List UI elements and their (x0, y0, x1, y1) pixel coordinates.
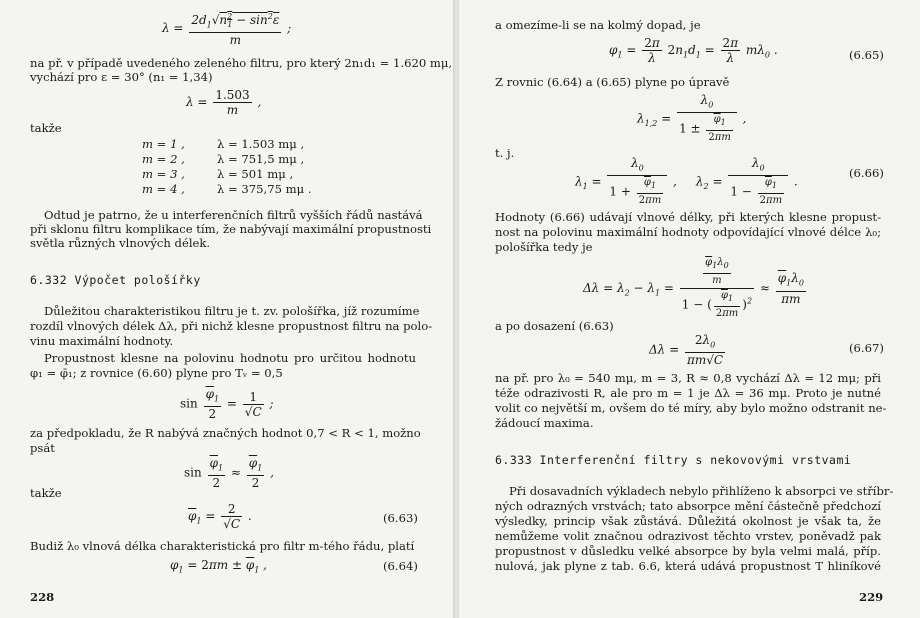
paragraph-line: Při dosavadních výkladech nebylo přihlíženo k absorpci ve stříbr- (509, 484, 894, 498)
page-number: 229 (859, 590, 884, 604)
paragraph-line: psát (30, 441, 55, 455)
table-row-value: λ = 751,5 mμ , (217, 152, 305, 166)
paragraph-line: na př. v případě uvedeného zeleného filtru, pro který 2n₁d₁ = 1.620 mμ, (30, 56, 453, 70)
section-title: 6.333 Interferenční filtry s nekovovými vrstvami (495, 453, 852, 467)
table-row-value: λ = 1.503 mμ , (217, 137, 305, 151)
paragraph-line: Z rovnic (6.64) a (6.65) plyne po úpravě (495, 75, 730, 89)
equation-sin-1: sin $\frac{\overline{\varphi}_1}{2}$ = $\frac{1}{√C}$ ; (180, 387, 274, 422)
equation-6-66: $\lambda_1$ = $\lambda_0$ 1 + $\frac{\overline{\varphi}_1}{2\pi m}$ , $\lambda_2$ = $\lambda_0$ 1 − $\frac{\overline{\varphi}_1}{2\pi m}$ . (575, 156, 798, 207)
paragraph-line: Propustnost klesne na polovinu hodnotu pro určitou hodnotu (44, 351, 416, 365)
paragraph-line: a po dosazení (6.63) (495, 319, 614, 333)
paragraph-line: nulová, jak plyne z tab. 6.6, která udává propustnost T hliníkové (495, 559, 881, 573)
paragraph-line: Hodnoty (6.66) udávají vlnové délky, při kterých klesne propust- (495, 210, 881, 224)
paragraph-line: pološířka tedy je (495, 240, 593, 254)
paragraph-line: nost na polovinu maximální hodnoty odpovídající vlnové délce λ₀; (495, 225, 881, 239)
word-takze: takže (30, 121, 62, 135)
equation-delta-lambda: $\Delta\lambda = \lambda_2 - \lambda_1$ = $\frac{\overline{\varphi}_1\lambda_0}{m}$ 1 − ( $\frac{\overline{\varphi}_1}{2\pi m}$ )$^2$ ≈ $\frac{\overline{\varphi}_1\lambda_0}{\pi m}$ (583, 257, 804, 319)
paragraph-line: vychází pro ε = 30° (n₁ = 1,34) (30, 70, 213, 84)
table-row-value: λ = 501 mμ , (217, 167, 294, 181)
paragraph-line: φ₁ = φ̄₁; z rovnice (6.60) plyne pro Tᵥ = 0,5 (30, 366, 283, 380)
word-tj: t. j. (495, 146, 515, 160)
paragraph-line: Důležitou charakteristikou filtru je t. zv. pološířka, jíž rozumíme (44, 304, 420, 318)
equation-number: (6.67) (849, 341, 884, 355)
equation-6-64: $\varphi_1 = 2\pi m \pm \overline{\varphi}_1$ , (170, 558, 267, 575)
equation-number: (6.65) (849, 48, 884, 62)
table-row: m = 4 , (142, 182, 185, 196)
paragraph-line: Odtud je patrno, že u interferenčních filtrů vyšších řádů nastává (44, 208, 423, 222)
paragraph-line: vinu maximální hodnoty. (30, 334, 174, 348)
equation-lambda12: $\lambda_{1,2}$ = $\lambda_0$ 1 ± $\frac{\overline{\varphi}_1}{2\pi m}$ , (637, 93, 747, 144)
paragraph-line: žádoucí maxima. (495, 416, 594, 430)
equation-lambda-1503: λ = $\frac{1.503}{m}$ , (186, 88, 262, 117)
equation-sin-2: sin $\frac{\overline{\varphi}_1}{2}$ ≈ $\frac{\overline{\varphi}_1}{2}$ , (184, 456, 274, 491)
paragraph-line: téže odrazivosti R, ale pro m = 1 je Δλ = 36 mμ. Proto je nutné (495, 386, 881, 400)
paragraph-line: za předpokladu, že R nabývá značných hodnot 0,7 < R < 1, možno (30, 426, 421, 440)
equation-6-67: Δλ = $\frac{2\lambda_0}{\pi m√C}$ (649, 333, 724, 368)
table-row: m = 2 , (142, 152, 185, 166)
paragraph-line: volit co největší m, ovšem do té míry, aby bylo možno odstranit ne- (495, 401, 887, 415)
table-row: m = 1 , (142, 137, 185, 151)
paragraph-line: na př. pro λ₀ = 540 mμ, m = 3, R ≈ 0,8 vychází Δλ = 12 mμ; při (495, 371, 881, 385)
table-row-value: λ = 375,75 mμ . (217, 182, 312, 196)
paragraph-line: nemůžeme volit značnou odrazivost těchto vrstev, poněvadž pak (495, 529, 881, 543)
equation-number: (6.63) (383, 511, 418, 525)
section-title: 6.332 Výpočet pološířky (30, 273, 201, 287)
equation-lambda-general: λ = $\frac{2d_1√n^2_1 - \sin^2\varepsilon}{m}$ ; (162, 12, 292, 48)
equation-6-63: $\overline{\varphi}_1$ = $\frac{2}{√C}$ . (188, 502, 252, 531)
word-takze: takže (30, 486, 62, 500)
table-row: m = 3 , (142, 167, 185, 181)
equation-number: (6.64) (383, 559, 418, 573)
paragraph-line: a omezíme-li se na kolmý dopad, je (495, 18, 701, 32)
paragraph-line: Budiž λ₀ vlnová délka charakteristická pro filtr m-tého řádu, platí (30, 539, 415, 553)
paragraph-line: propustnost v důsledku velké absorpce by byla velmi malá, příp. (495, 544, 881, 558)
paragraph-line: ných odrazných vrstvách; tato absorpce mění částečně předchozí (495, 499, 881, 513)
right-page (459, 0, 920, 618)
equation-6-65: $\varphi_1$ = $\frac{2\pi}{\lambda}$ $2n_1d_1$ = $\frac{2\pi}{\lambda}$ $m\lambda_0$ . (609, 36, 778, 65)
page-number: 228 (30, 590, 55, 604)
left-page (0, 0, 455, 618)
equation-number: (6.66) (849, 166, 884, 180)
paragraph-line: při sklonu filtru komplikace tím, že nabývají maximální propustnosti (30, 222, 432, 236)
paragraph-line: výsledky, princip však zůstává. Důležitá okolnost je však ta, že (495, 514, 881, 528)
paragraph-line: světla různých vlnových délek. (30, 236, 211, 250)
paragraph-line: rozdíl vlnových délek Δλ, při nichž klesne propustnost filtru na polo- (30, 319, 433, 333)
